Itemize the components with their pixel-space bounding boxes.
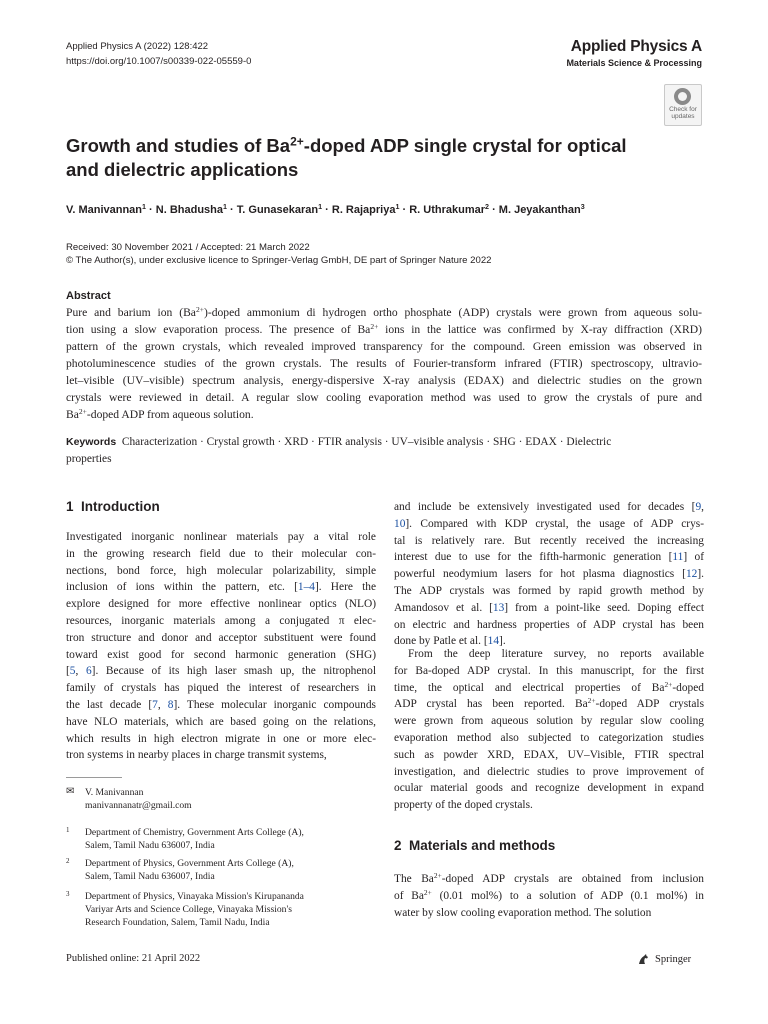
citation-link[interactable]: 14 [487,635,500,648]
section-number: 2 [394,838,402,853]
journal-brand-subtitle: Materials Science & Processing [566,58,702,68]
text-span: , [701,501,704,513]
section-number: 1 [66,499,74,514]
text-span: done by Patle et al. [ [394,635,488,648]
text-line [394,730,704,747]
text-span: tron structure and donor and acceptor substituent were found [66,631,376,644]
superscript: 2+ [587,696,596,706]
abstract-body [66,304,702,423]
text-span: time, the optical and electrical properties of Ba [394,681,665,694]
author-affiliation-marker: 1 [395,203,400,212]
text-span: )-doped ammonium di hydrogen ortho phosphate (ADP) crystals were grown from aqueous solu- [203,306,702,319]
corresponding-author-name: V. Manivannan [85,787,144,798]
text-line [394,696,704,713]
citation-link[interactable]: 8 [167,698,174,711]
text-span: water by slow cooling evaporation method. The solution [394,906,652,919]
affiliation-line: Department of Chemistry, Government Arts College (A), [85,827,304,838]
title-part-2: -doped ADP single crystal for optical [303,135,627,156]
journal-brand-title: Applied Physics A [570,38,702,55]
author-separator: · [146,204,156,216]
text-span: tion using a slow evaporation process. The presence of Ba [66,323,371,336]
text-span: photoluminescence studies of the grown crystals. The results of Fourier-transform infrared (FTIR) spectroscopy, ultravio- [66,357,702,370]
text-span: have NLO materials, which are based going on the relations, [66,715,376,728]
citation-link[interactable]: 6 [85,665,92,678]
affiliation-line: Research Foundation, Salem, Tamil Nadu, India [85,917,270,928]
section-heading-introduction [66,499,160,514]
keywords-list: Characterization · Crystal growth · XRD · FTIR analysis · UV–visible analysis · SHG · EDAX · Dielectric [121,436,612,448]
doi-link[interactable]: https://doi.org/10.1007/s00339-022-05559-0 [66,56,252,67]
refresh-icon [674,88,691,105]
title-superscript: 2+ [290,134,304,149]
text-span: ]. Here the [314,581,377,594]
citation-link[interactable]: 5 [69,665,76,678]
superscript: 2+ [78,406,87,416]
abstract-heading: Abstract [66,290,111,302]
text-line [394,646,704,663]
text-line [66,546,376,563]
text-span: inclusion of ions within the pattern, etc. [ [66,581,298,594]
author-separator: · [227,204,237,216]
text-span: (0.01 mol%) to a solution of ADP (0.1 mol%) in [431,889,704,902]
text-line [66,596,376,613]
author-affiliation-marker: 1 [318,203,323,212]
author-list [66,204,585,216]
keywords-list-continued: properties [66,453,112,465]
text-span: -doped ADP from aqueous solution. [86,408,254,421]
title-line-2: and dielectric applications [66,159,299,180]
superscript: 2+ [423,887,432,897]
text-line [66,529,376,546]
affiliation-number: 1 [66,826,70,834]
text-line [394,663,704,680]
author-separator: · [489,204,499,216]
text-span: -doped ADP crystals are obtained from inclusion [441,873,704,885]
text-line [394,499,704,516]
text-span: let–visible (UV–visible) spectrum analysis, energy-dispersive X-ray analysis (EDAX) and dielectric studies on the grown [66,374,702,387]
text-line [66,304,702,321]
superscript: 2+ [664,679,673,689]
text-span: The Ba [394,873,434,885]
citation-link[interactable]: 11 [672,551,684,564]
author-affiliation-marker: 2 [485,203,490,212]
author-affiliation-marker: 1 [223,203,227,212]
text-span: evaporation method also subjected to categorization studies [394,731,704,744]
springer-horse-icon [637,953,650,966]
publisher-name: Springer [655,954,692,965]
citation-link[interactable]: 1–4 [297,581,315,594]
text-span: ocular material goods and recognize development in expand [394,782,704,795]
text-span: , [157,698,168,711]
superscript: 2+ [433,870,442,880]
affiliation-line: Department of Physics, Government Arts College (A), [85,858,294,869]
citation-link[interactable]: 7 [152,698,158,711]
text-line [66,579,376,596]
affiliation-2 [66,857,376,887]
published-online-date: Published online: 21 April 2022 [66,953,201,964]
author-name[interactable]: M. Jeyakanthan [498,204,581,216]
text-span: resources, inorganic materials among a conjugated π elec- [66,614,376,627]
text-span: crystals were reviewed in detail. A regular slow cooling evaporation method was used to grow the crystals of pure and [66,391,702,404]
text-span: [ [66,665,70,678]
text-span: ions in the lattice was confirmed by X-ray diffraction (XRD) [378,323,702,336]
text-span: and include be extensively investigated used for decades [ [394,501,696,513]
text-line [66,389,702,406]
text-span: ] of [683,551,705,564]
text-line [66,731,376,748]
text-span: The ADP crystals was formed by rapid growth method by [394,584,704,597]
citation-link[interactable]: 12 [685,568,698,581]
text-span: , [75,665,86,678]
author-affiliation-marker: 1 [142,203,146,212]
text-line [66,338,702,355]
text-line [394,600,704,617]
author-name[interactable]: T. Gunasekaran [236,204,319,216]
text-span: interest due to use for the fifth-harmonic generation [ [394,551,673,564]
text-span: on electric and hardness properties of ADP crystal has been [394,618,704,631]
text-span: powerful neodymium lasers for hot plasma diagnostics [ [394,568,686,581]
text-span: -doped ADP crystals [595,698,704,711]
text-span: such as powder XRD, EDAX, UV–Visible, FTIR spectral [394,748,704,761]
affiliation-number: 2 [66,857,70,865]
affiliation-number: 3 [66,890,70,898]
text-line [394,713,704,730]
text-span: the last decade [ [66,698,153,711]
text-span: in the growing research field due to their molecular con- [66,547,376,560]
text-span: toward exist good for second harmonic generation (SHG) [66,648,376,661]
text-line [394,888,704,905]
citation-link[interactable]: 10 [394,517,406,530]
text-span: tron systems in nearby places in charge transmit systems, [66,749,327,762]
text-line [394,516,704,533]
text-line [66,663,376,680]
text-span: were grown from aqueous solution by regular slow cooling [394,715,704,728]
text-line [66,355,702,372]
text-line [394,680,704,697]
affiliation-line: Variyar Arts and Science College, Vinayaka Mission's [85,904,292,915]
copyright-notice: © The Author(s), under exclusive licence to Springer-Verlag GmbH, DE part of Springer Nature 2022 [66,255,492,266]
text-span: ]. Compared with KDP crystal, the usage of ADP crys- [405,517,704,530]
author-name[interactable]: N. Bhadusha [155,204,224,216]
text-span: -doped [672,681,704,694]
right-column-body [394,499,704,650]
section-title: Materials and methods [409,838,556,853]
text-line [66,613,376,630]
badge-label: Check for updates [669,106,697,120]
affiliation-line: Department of Physics, Vinayaka Mission's Kirupananda [85,891,304,902]
affiliation-3 [66,890,376,934]
text-span: Investigated inorganic nonlinear materials pay a vital role [66,531,376,543]
text-line [394,533,704,550]
author-separator: · [322,204,332,216]
affiliation-line: Salem, Tamil Nadu 636007, India [85,871,215,882]
author-affiliation-marker: 3 [580,203,585,212]
introduction-body [66,529,376,764]
text-line [66,563,376,580]
article-title [66,134,666,182]
text-span: ADP crystal has been reported. Ba [394,698,588,711]
superscript: 2+ [370,321,379,331]
author-separator: · [399,204,410,216]
text-span: explore designed for more effective nonlinear optics (NLO) [66,598,376,611]
text-line [66,714,376,731]
corresponding-author-email[interactable]: manivannanatr@gmail.com [85,800,192,811]
affiliation-line: Salem, Tamil Nadu 636007, India [85,840,215,851]
text-line [66,647,376,664]
text-span: ]. [697,568,704,581]
text-line [394,566,704,583]
text-line [394,747,704,764]
text-line [394,780,704,797]
text-span: family of crystals has piqued the interest of researchers in [66,682,376,695]
text-line [394,764,704,781]
text-span: ]. Because of its high laser smash up, the nitrophenol [91,665,376,678]
author-name[interactable]: V. Manivannan [66,204,143,216]
text-line [66,630,376,647]
text-span: tal is relatively rare. But recently received the increasing [394,534,704,547]
text-span: ]. These molecular inorganic compounds [173,698,376,711]
section-heading-materials-methods [394,838,555,853]
footnote-divider [66,777,122,778]
text-line [66,406,702,423]
text-line [394,617,704,634]
text-line [66,372,702,389]
check-for-updates-badge[interactable] [664,84,702,126]
superscript: 2+ [195,304,204,314]
text-span: From the deep literature survey, no reports available [408,648,704,660]
text-span: pattern of the grown crystals, which revealed improved transparency for the compound. Green emission was observed in [66,340,702,353]
author-name[interactable]: R. Uthrakumar [409,204,486,216]
text-line [394,583,704,600]
journal-citation: Applied Physics A (2022) 128:422 [66,41,209,52]
citation-link[interactable]: 9 [695,501,702,513]
affiliation-1 [66,826,376,856]
keywords [66,434,702,468]
text-span: for Ba-doped ADP crystal. In this manuscript, for the first [394,664,704,677]
text-line [66,697,376,714]
right-column-paragraph-2 [394,646,704,814]
keywords-label: Keywords [66,436,117,448]
text-line [394,905,704,922]
text-span: Ba [66,408,79,421]
text-span: ] from a point-like seed. Doping effect [504,601,704,614]
text-span: of Ba [394,889,424,902]
text-line [394,871,704,888]
text-line [66,747,376,764]
author-name[interactable]: R. Rajapriya [331,204,396,216]
text-line [394,549,704,566]
section-title: Introduction [81,499,160,514]
text-line [66,321,702,338]
envelope-icon: ✉ [66,786,75,797]
text-span: nections, bond force, high molecular polarizability, simple [66,564,376,577]
citation-link[interactable]: 13 [492,601,505,614]
text-span: which results in high electron migrate in one or more elec- [66,732,376,745]
text-span: property of the doped crystals. [394,799,533,812]
text-line [66,680,376,697]
title-part-1: Growth and studies of Ba [66,135,291,156]
publisher-logo [637,953,691,966]
text-span: ]. [499,635,506,648]
materials-methods-body [394,871,704,921]
text-line [394,797,704,814]
text-span: investigation, and dielectric studies to prove improvement of [394,765,704,778]
text-span: Amandosov et al. [ [394,601,493,614]
text-span: Pure and barium ion (Ba [66,306,196,319]
received-accepted-dates: Received: 30 November 2021 / Accepted: 21 March 2022 [66,242,310,253]
